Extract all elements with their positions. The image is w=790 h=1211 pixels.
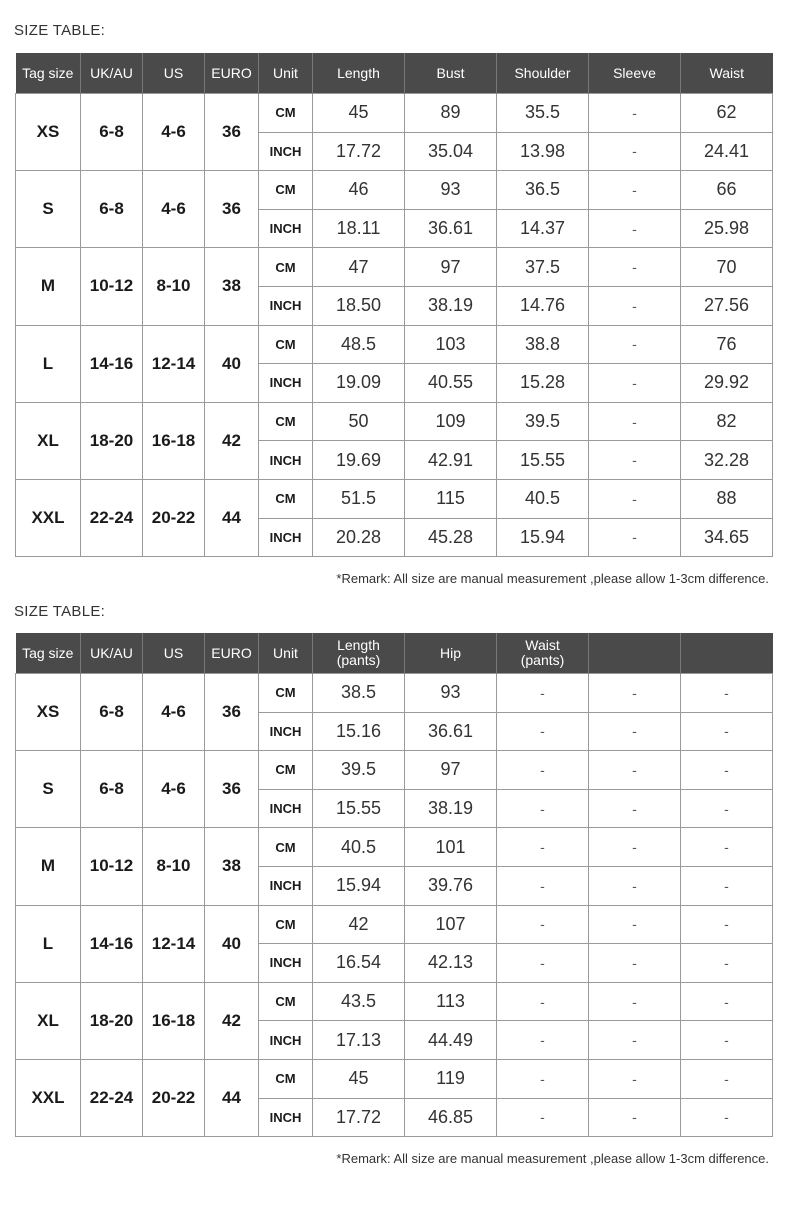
unit-cell: CM	[259, 94, 313, 133]
unit-cell: CM	[259, 479, 313, 518]
measure-cell: 62	[681, 94, 773, 133]
uk-au-cell: 10-12	[81, 248, 143, 325]
measure-cell: 48.5	[313, 325, 405, 364]
measure-cell: -	[681, 712, 773, 751]
measure-cell: -	[589, 1059, 681, 1098]
table-row-cm	[16, 248, 773, 287]
tag-size-cell: L	[16, 905, 81, 982]
measure-cell: -	[497, 905, 589, 944]
size-table-title: SIZE TABLE:	[14, 603, 106, 620]
unit-cell: INCH	[259, 866, 313, 905]
table-row-cm	[16, 751, 773, 790]
measure-cell: -	[497, 982, 589, 1021]
tag-size-cell: XS	[16, 674, 81, 751]
column-header: UK/AU	[81, 53, 143, 94]
measure-cell: -	[681, 828, 773, 867]
measure-cell: -	[497, 944, 589, 983]
measure-cell: -	[589, 905, 681, 944]
measure-cell: 17.13	[313, 1021, 405, 1060]
measure-cell: 38.8	[497, 325, 589, 364]
euro-cell: 42	[205, 982, 259, 1059]
column-header: Waist	[681, 53, 773, 94]
measure-cell: -	[589, 712, 681, 751]
measure-cell: 36.61	[405, 209, 497, 248]
column-header: Waist (pants)	[497, 633, 589, 674]
measure-cell: 93	[405, 171, 497, 210]
measure-cell: 32.28	[681, 441, 773, 480]
measure-cell: 27.56	[681, 286, 773, 325]
measure-cell: 101	[405, 828, 497, 867]
column-header	[589, 633, 681, 674]
euro-cell: 44	[205, 479, 259, 556]
measure-cell: -	[589, 94, 681, 133]
column-header: Tag size	[16, 633, 81, 674]
measure-cell: -	[681, 751, 773, 790]
measure-cell: -	[589, 1021, 681, 1060]
measure-cell: 51.5	[313, 479, 405, 518]
measure-cell: 103	[405, 325, 497, 364]
pants-size-table	[15, 633, 773, 1137]
column-header: UK/AU	[81, 633, 143, 674]
measure-cell: 76	[681, 325, 773, 364]
unit-cell: INCH	[259, 209, 313, 248]
measure-cell: 97	[405, 751, 497, 790]
tag-size-cell: XXL	[16, 479, 81, 556]
measure-cell: -	[589, 866, 681, 905]
measure-cell: 36.61	[405, 712, 497, 751]
measure-cell: 109	[405, 402, 497, 441]
measure-cell: -	[681, 789, 773, 828]
measure-cell: -	[589, 751, 681, 790]
us-cell: 12-14	[143, 325, 205, 402]
column-header: Tag size	[16, 53, 81, 94]
measure-cell: -	[589, 479, 681, 518]
measure-cell: 35.5	[497, 94, 589, 133]
uk-au-cell: 6-8	[81, 94, 143, 171]
column-header: Hip	[405, 633, 497, 674]
measure-cell: -	[589, 828, 681, 867]
measure-cell: 38.5	[313, 674, 405, 713]
unit-cell: CM	[259, 751, 313, 790]
measure-cell: 93	[405, 674, 497, 713]
measure-cell: -	[589, 944, 681, 983]
measure-cell: -	[681, 866, 773, 905]
tag-size-cell: XS	[16, 94, 81, 171]
column-header: US	[143, 633, 205, 674]
measure-cell: 15.55	[313, 789, 405, 828]
measure-cell: 34.65	[681, 518, 773, 557]
column-header: Unit	[259, 633, 313, 674]
euro-cell: 36	[205, 674, 259, 751]
column-header: EURO	[205, 53, 259, 94]
measure-cell: 42	[313, 905, 405, 944]
measure-cell: 15.94	[313, 866, 405, 905]
measure-cell: -	[589, 132, 681, 171]
measure-cell: 70	[681, 248, 773, 287]
size-table-title: SIZE TABLE:	[14, 22, 106, 39]
measure-cell: -	[589, 171, 681, 210]
measure-cell: 43.5	[313, 982, 405, 1021]
remark-note: *Remark: All size are manual measurement ,please allow 1-3cm difference.	[336, 571, 769, 586]
unit-cell: CM	[259, 402, 313, 441]
us-cell: 16-18	[143, 982, 205, 1059]
measure-cell: 44.49	[405, 1021, 497, 1060]
measure-cell: -	[589, 441, 681, 480]
measure-cell: -	[681, 944, 773, 983]
unit-cell: CM	[259, 982, 313, 1021]
euro-cell: 42	[205, 402, 259, 479]
measure-cell: 15.55	[497, 441, 589, 480]
measure-cell: -	[497, 828, 589, 867]
measure-cell: 40.5	[313, 828, 405, 867]
column-header: Length	[313, 53, 405, 94]
us-cell: 4-6	[143, 171, 205, 248]
uk-au-cell: 6-8	[81, 751, 143, 828]
measure-cell: 46	[313, 171, 405, 210]
tag-size-cell: M	[16, 248, 81, 325]
measure-cell: 42.13	[405, 944, 497, 983]
measure-cell: -	[681, 905, 773, 944]
uk-au-cell: 10-12	[81, 828, 143, 905]
header-row	[16, 633, 773, 674]
measure-cell: -	[497, 751, 589, 790]
measure-cell: 18.50	[313, 286, 405, 325]
measure-cell: 14.37	[497, 209, 589, 248]
euro-cell: 40	[205, 905, 259, 982]
unit-cell: INCH	[259, 712, 313, 751]
uk-au-cell: 18-20	[81, 982, 143, 1059]
measure-cell: -	[681, 1059, 773, 1098]
measure-cell: 82	[681, 402, 773, 441]
table-row-cm	[16, 1059, 773, 1098]
measure-cell: 66	[681, 171, 773, 210]
measure-cell: 45.28	[405, 518, 497, 557]
header-row	[16, 53, 773, 94]
measure-cell: 24.41	[681, 132, 773, 171]
measure-cell: 38.19	[405, 286, 497, 325]
uk-au-cell: 6-8	[81, 171, 143, 248]
measure-cell: -	[681, 674, 773, 713]
column-header: Unit	[259, 53, 313, 94]
us-cell: 4-6	[143, 94, 205, 171]
tag-size-cell: M	[16, 828, 81, 905]
measure-cell: -	[589, 209, 681, 248]
measure-cell: -	[589, 248, 681, 287]
measure-cell: 16.54	[313, 944, 405, 983]
measure-cell: 115	[405, 479, 497, 518]
measure-cell: -	[589, 982, 681, 1021]
us-cell: 4-6	[143, 674, 205, 751]
us-cell: 8-10	[143, 828, 205, 905]
measure-cell: -	[589, 518, 681, 557]
measure-cell: 38.19	[405, 789, 497, 828]
measure-cell: 119	[405, 1059, 497, 1098]
measure-cell: 14.76	[497, 286, 589, 325]
euro-cell: 36	[205, 94, 259, 171]
euro-cell: 40	[205, 325, 259, 402]
measure-cell: 15.94	[497, 518, 589, 557]
measure-cell: 47	[313, 248, 405, 287]
uk-au-cell: 14-16	[81, 905, 143, 982]
measure-cell: -	[589, 674, 681, 713]
unit-cell: CM	[259, 1059, 313, 1098]
table-row-cm	[16, 94, 773, 133]
measure-cell: 20.28	[313, 518, 405, 557]
column-header: Sleeve	[589, 53, 681, 94]
measure-cell: 25.98	[681, 209, 773, 248]
unit-cell: CM	[259, 674, 313, 713]
euro-cell: 36	[205, 751, 259, 828]
uk-au-cell: 6-8	[81, 674, 143, 751]
tag-size-cell: XXL	[16, 1059, 81, 1136]
unit-cell: CM	[259, 171, 313, 210]
table-row-cm	[16, 982, 773, 1021]
column-header: Shoulder	[497, 53, 589, 94]
measure-cell: -	[681, 1098, 773, 1137]
measure-cell: 45	[313, 1059, 405, 1098]
column-header: US	[143, 53, 205, 94]
measure-cell: 45	[313, 94, 405, 133]
uk-au-cell: 22-24	[81, 479, 143, 556]
unit-cell: INCH	[259, 286, 313, 325]
tag-size-cell: S	[16, 751, 81, 828]
measure-cell: -	[589, 789, 681, 828]
measure-cell: 13.98	[497, 132, 589, 171]
measure-cell: -	[681, 982, 773, 1021]
euro-cell: 36	[205, 171, 259, 248]
tag-size-cell: S	[16, 171, 81, 248]
measure-cell: -	[497, 674, 589, 713]
measure-cell: 35.04	[405, 132, 497, 171]
measure-cell: 37.5	[497, 248, 589, 287]
measure-cell: 39.76	[405, 866, 497, 905]
us-cell: 4-6	[143, 751, 205, 828]
measure-cell: 97	[405, 248, 497, 287]
us-cell: 20-22	[143, 1059, 205, 1136]
measure-cell: 29.92	[681, 364, 773, 403]
measure-cell: 89	[405, 94, 497, 133]
euro-cell: 44	[205, 1059, 259, 1136]
unit-cell: INCH	[259, 944, 313, 983]
table-row-cm	[16, 674, 773, 713]
us-cell: 12-14	[143, 905, 205, 982]
us-cell: 8-10	[143, 248, 205, 325]
uk-au-cell: 14-16	[81, 325, 143, 402]
measure-cell: -	[497, 1021, 589, 1060]
measure-cell: 40.5	[497, 479, 589, 518]
unit-cell: INCH	[259, 518, 313, 557]
uk-au-cell: 18-20	[81, 402, 143, 479]
tag-size-cell: L	[16, 325, 81, 402]
unit-cell: CM	[259, 325, 313, 364]
unit-cell: CM	[259, 828, 313, 867]
measure-cell: 113	[405, 982, 497, 1021]
tag-size-cell: XL	[16, 402, 81, 479]
measure-cell: -	[589, 286, 681, 325]
measure-cell: -	[589, 364, 681, 403]
uk-au-cell: 22-24	[81, 1059, 143, 1136]
unit-cell: INCH	[259, 441, 313, 480]
unit-cell: INCH	[259, 789, 313, 828]
measure-cell: 15.28	[497, 364, 589, 403]
measure-cell: -	[497, 712, 589, 751]
table-row-cm	[16, 171, 773, 210]
table-row-cm	[16, 325, 773, 364]
euro-cell: 38	[205, 828, 259, 905]
column-header: Bust	[405, 53, 497, 94]
table-row-cm	[16, 828, 773, 867]
measure-cell: 50	[313, 402, 405, 441]
column-header	[681, 633, 773, 674]
measure-cell: 107	[405, 905, 497, 944]
measure-cell: 39.5	[497, 402, 589, 441]
top-size-table	[15, 53, 773, 557]
unit-cell: INCH	[259, 364, 313, 403]
measure-cell: -	[497, 789, 589, 828]
measure-cell: 17.72	[313, 132, 405, 171]
remark-note: *Remark: All size are manual measurement ,please allow 1-3cm difference.	[336, 1151, 769, 1166]
measure-cell: 15.16	[313, 712, 405, 751]
measure-cell: 40.55	[405, 364, 497, 403]
measure-cell: -	[589, 325, 681, 364]
unit-cell: INCH	[259, 1098, 313, 1137]
measure-cell: -	[497, 1098, 589, 1137]
unit-cell: CM	[259, 248, 313, 287]
tag-size-cell: XL	[16, 982, 81, 1059]
measure-cell: 36.5	[497, 171, 589, 210]
measure-cell: -	[589, 1098, 681, 1137]
measure-cell: 17.72	[313, 1098, 405, 1137]
us-cell: 20-22	[143, 479, 205, 556]
measure-cell: 88	[681, 479, 773, 518]
table-row-cm	[16, 479, 773, 518]
measure-cell: -	[681, 1021, 773, 1060]
table-row-cm	[16, 905, 773, 944]
measure-cell: 19.69	[313, 441, 405, 480]
measure-cell: -	[589, 402, 681, 441]
measure-cell: 42.91	[405, 441, 497, 480]
measure-cell: -	[497, 866, 589, 905]
unit-cell: INCH	[259, 1021, 313, 1060]
measure-cell: 18.11	[313, 209, 405, 248]
measure-cell: 39.5	[313, 751, 405, 790]
us-cell: 16-18	[143, 402, 205, 479]
column-header: Length (pants)	[313, 633, 405, 674]
measure-cell: -	[497, 1059, 589, 1098]
euro-cell: 38	[205, 248, 259, 325]
table-row-cm	[16, 402, 773, 441]
measure-cell: 19.09	[313, 364, 405, 403]
column-header: EURO	[205, 633, 259, 674]
unit-cell: INCH	[259, 132, 313, 171]
measure-cell: 46.85	[405, 1098, 497, 1137]
unit-cell: CM	[259, 905, 313, 944]
